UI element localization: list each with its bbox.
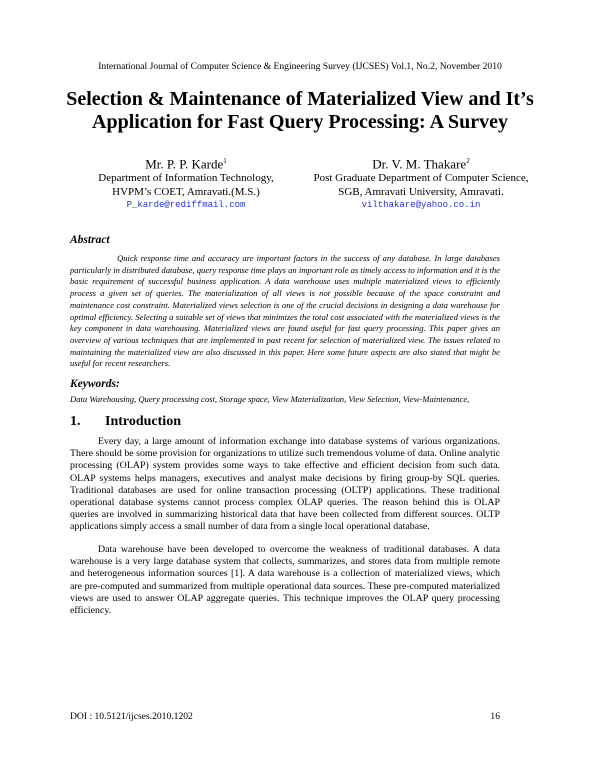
keywords-heading: Keywords: xyxy=(70,378,120,390)
paper-title: Selection & Maintenance of Materialized View and It’s Application for Fast Query Processing: A Survey xyxy=(66,88,534,133)
author-sup: 2 xyxy=(466,157,470,165)
author-2 xyxy=(294,153,548,212)
author-department: Post Graduate Department of Computer Science, xyxy=(313,172,529,185)
abstract-text: Quick response time and accuracy are important factors in the success of any database. In large databases particularly in distributed database, query response time plays an important role as timely access to information and it is the basic requirement of successful business application. A data warehouse uses multiple materialized views to efficiently process a given set of queries. The materialization of all views is not possible because of the space constraint and maintenance cost constraint. Materialized views selection is one of the crucial decisions in designing a data warehouse for optimal efficiency. Selecting a suitable set of views that minimizes the total cost associated with the materialized views is the key component in data warehousing. Materialized views are found useful for fast query processing. This paper gives an overview of various techniques that are implemented in past recent for selection of materialized view. The issues related to maintaining the materialized view are also discussed in this paper. Here some future aspects are also stated that might be useful for recent researchers. xyxy=(70,253,500,369)
author-name xyxy=(66,153,306,172)
keywords-text: Data Warehousing, Query processing cost, Storage space, View Materialization, View Selection, View-Maintenance, xyxy=(70,394,470,404)
intro-paragraph-1: Every day, a large amount of information exchange into database systems of various organizations. There should be some provision for organizations to utilize such tremendous volume of data. Online analytic processing (OLAP) system provides some ways to take effective and efficient decision from such data. OLAP systems helps managers, executives and analyst make decisions by firing group-by SQL queries. Traditional databases are used for online transaction processing (OLTP) applications. These traditional operational database systems cannot process complex OLAP queries. The reason behind this is OLAP queries are involved in summarizing historical data that have been collected from different sources. OLTP applications simply access a small number of data from a single local operational database. xyxy=(70,436,500,533)
author-sup: 1 xyxy=(223,157,227,165)
page-footer xyxy=(70,711,500,722)
author-name-text: Mr. P. P. Karde xyxy=(145,156,224,172)
section-title: Introduction xyxy=(105,414,181,429)
author-institution: HVPM’s COET, Amravati.(M.S.) xyxy=(112,185,260,198)
author-name-text: Dr. V. M. Thakare xyxy=(372,156,467,172)
journal-header: International Journal of Computer Science & Engineering Survey (IJCSES) Vol.1, No.2, November 2010 xyxy=(98,61,502,72)
doi-text: DOI : 10.5121/ijcses.2010.1202 xyxy=(70,711,193,722)
page-number: 16 xyxy=(490,711,500,722)
section-heading xyxy=(70,414,181,430)
author-name xyxy=(294,153,548,172)
abstract-heading: Abstract xyxy=(70,234,110,246)
author-email-link[interactable]: vilthakare@yahoo.co.in xyxy=(361,200,481,211)
author-institution: SGB, Amravati University, Amravati. xyxy=(338,185,504,198)
author-1 xyxy=(66,153,306,212)
author-department: Department of Information Technology, xyxy=(98,172,274,185)
intro-paragraph-2: Data warehouse have been developed to overcome the weakness of traditional databases. A data warehouse is a very large database system that collects, summarizes, and stores data from multiple remote and heterogeneous information sources [1]. A data warehouse is a collection of materialized views, which are pre-computed and summarized from multiple operational data sources. These pre-computed materialized views are used to answer OLAP aggregate queries. This technique improves the OLAP query processing efficiency. xyxy=(70,544,500,617)
author-email-link[interactable]: P_karde@rediffmail.com xyxy=(126,200,246,211)
section-number: 1. xyxy=(70,414,81,429)
